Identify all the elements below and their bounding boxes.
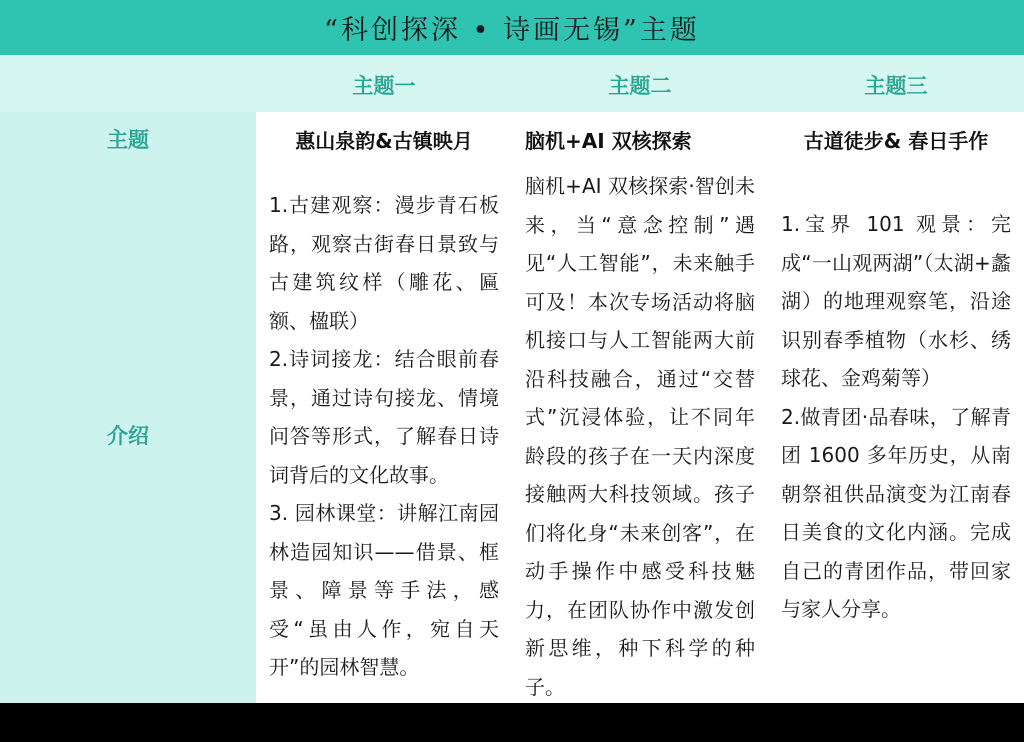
- intro-1-item-3: 3. 园林课堂：讲解江南园林造园知识——借景、框景、障景等手法，感受“虽由人作，宛自天开”的园林智慧。: [269, 501, 499, 679]
- intro-3-item-1: 1.宝界 101 观景：完成“一山观两湖”（太湖+蠡湖）的地理观察笔，沿途识别春季植物（水杉、绣球花、金鸡菊等）: [781, 212, 1011, 390]
- topic-name-3: 古道徒步& 春日手作: [803, 129, 989, 153]
- table-header-row: [0, 55, 1024, 112]
- intro-3-item-2: 2.做青团·品春味，了解青团 1600 多年历史，从南朝祭祖供品演变为江南春日美食的文化内涵。完成自己的青团作品，带回家与家人分享。: [781, 404, 1011, 621]
- topic-intro-1: [269, 186, 499, 696]
- title-bar: [0, 0, 1024, 55]
- intro-1-item-1: 1.古建观察：漫步青石板路，观察古街春日景致与古建筑纹样（雕花、匾额、楹联）: [269, 193, 499, 333]
- row-label-intro: 介绍: [107, 424, 149, 448]
- page-title: “科创探深 • 诗画无锡”主题: [324, 15, 700, 46]
- column-header-2: 主题二: [608, 74, 672, 98]
- topic-intro-3: [781, 205, 1011, 685]
- column-header-3: 主题三: [864, 74, 928, 98]
- row-label-topic: 主题: [107, 128, 149, 152]
- intro-1-item-2: 2.诗词接龙：结合眼前春景，通过诗句接龙、情境问答等形式，了解春日诗词背后的文化故事。: [269, 347, 499, 487]
- topic-name-1: 惠山泉韵&古镇映月: [295, 129, 473, 153]
- topic-name-2: 脑机+AI 双核探索: [525, 129, 692, 153]
- topic-intro-2: [525, 167, 755, 703]
- bottom-black-strip: [0, 703, 1024, 742]
- topic-table: [0, 55, 1024, 703]
- row-label-column: [0, 112, 256, 703]
- column-header-1: 主题一: [352, 74, 416, 98]
- intro-2-item-1: 脑机+AI 双核探索·智创未来，当“意念控制”遇见“人工智能”，未来触手可及！本次专场活动将脑机接口与人工智能两大前沿科技融合，通过“交替式”沉浸体验，让不同年龄段的孩子在一天内深度接触两大科技领域。孩子们将化身“未来创客”，在动手操作中感受科技魅力，在团队协作中激发创新思维，种下科学的种子。: [525, 174, 755, 699]
